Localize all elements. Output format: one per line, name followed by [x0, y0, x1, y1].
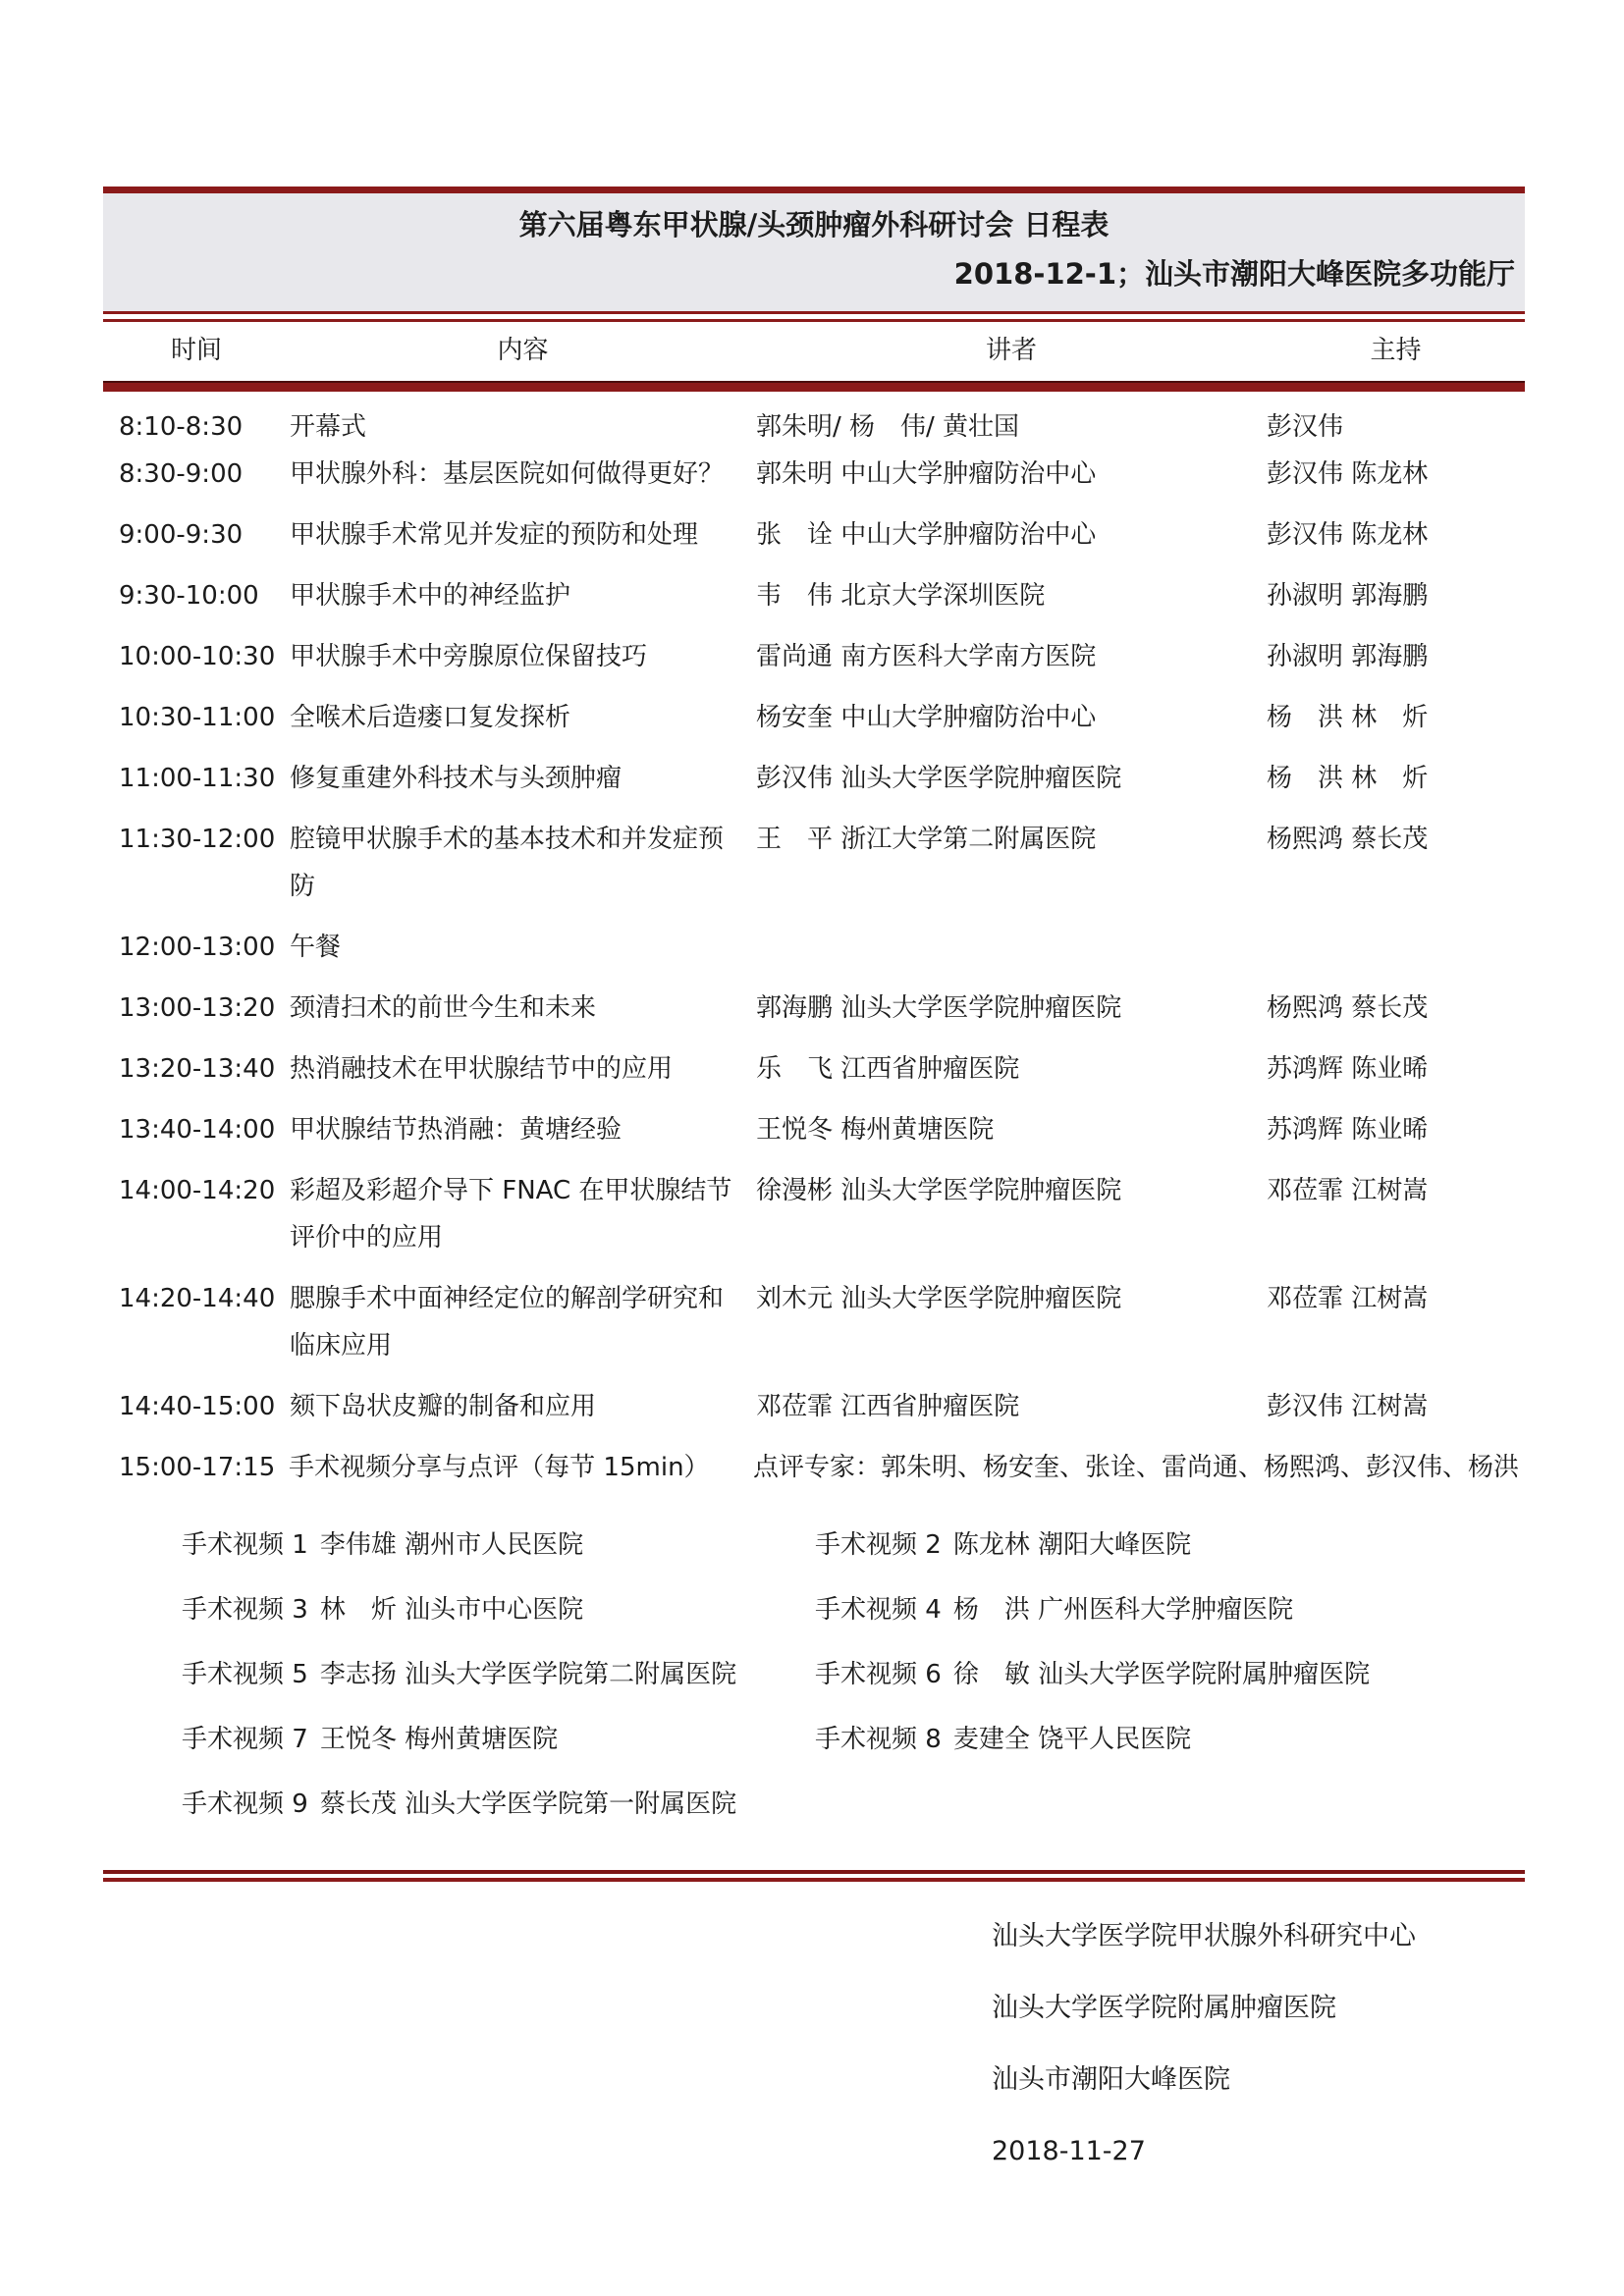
- table-row: [103, 985, 1525, 1032]
- header-top-rule: [103, 187, 1525, 193]
- table-row: [103, 1275, 1525, 1369]
- speaker-cell: 张 诠 中山大学肿瘤防治中心: [756, 520, 1097, 550]
- speaker-cell: 点评专家：郭朱明、杨安奎、张诠、雷尚通、杨熙鸿、彭汉伟、杨洪: [752, 1453, 1519, 1482]
- table-row: [103, 1444, 1525, 1491]
- video-item: [182, 1725, 815, 1754]
- content-cell: 腮腺手术中面神经定位的解剖学研究和临床应用: [290, 1284, 725, 1361]
- speaker-cell: 王悦冬 梅州黄塘医院: [756, 1115, 995, 1145]
- video-presenter: 蔡长茂 汕头大学医学院第一附属医院: [319, 1789, 737, 1819]
- document-footer: [103, 1921, 1525, 2167]
- speaker-cell: 乐 飞 江西省肿瘤医院: [756, 1054, 1020, 1084]
- speaker-cell: 雷尚通 南方医科大学南方医院: [756, 642, 1097, 671]
- footer-org-line: 汕头大学医学院甲状腺外科研究中心: [992, 1921, 1416, 1951]
- speaker-cell: 彭汉伟 汕头大学医学院肿瘤医院: [756, 764, 1122, 793]
- content-cell: 修复重建外科技术与头颈肿瘤: [290, 764, 623, 793]
- host-cell: 苏鸿辉 陈业晞: [1267, 1054, 1429, 1084]
- video-label: 手术视频 8: [815, 1725, 942, 1754]
- header-bottom-rule: [103, 311, 1525, 322]
- time-cell: 9:30-10:00: [119, 581, 259, 611]
- speaker-cell: 郭朱明/ 杨 伟/ 黄壮国: [756, 412, 1020, 442]
- video-label: 手术视频 4: [815, 1595, 942, 1625]
- speaker-cell: 郭海鹏 汕头大学医学院肿瘤医院: [756, 993, 1122, 1023]
- footer-date: 2018-11-27: [992, 2136, 1146, 2166]
- video-label: 手术视频 1: [182, 1530, 308, 1560]
- host-cell: 邓莅霏 江树嵩: [1267, 1284, 1429, 1313]
- content-cell: 午餐: [290, 933, 342, 962]
- video-label: 手术视频 7: [182, 1725, 308, 1754]
- host-cell: 杨 洪 林 炘: [1267, 703, 1429, 732]
- video-item: [815, 1530, 1525, 1560]
- time-cell: 13:00-13:20: [119, 993, 276, 1023]
- content-cell: 开幕式: [290, 412, 367, 442]
- table-row: [103, 694, 1525, 741]
- title-block: [103, 193, 1525, 311]
- host-cell: 彭汉伟 陈龙林: [1267, 459, 1429, 489]
- content-cell: 彩超及彩超介导下 FNAC 在甲状腺结节评价中的应用: [290, 1176, 732, 1253]
- table-row: [103, 451, 1525, 498]
- time-cell: 13:20-13:40: [119, 1054, 276, 1084]
- table-row: [103, 1045, 1525, 1093]
- table-row: [103, 511, 1525, 559]
- video-presenter: 李志扬 汕头大学医学院第二附属医院: [319, 1660, 737, 1689]
- content-cell: 甲状腺手术中旁腺原位保留技巧: [290, 642, 648, 671]
- video-label: 手术视频 9: [182, 1789, 308, 1819]
- table-row: [103, 633, 1525, 680]
- time-cell: 14:40-15:00: [119, 1392, 276, 1421]
- content-cell: 腔镜甲状腺手术的基本技术和并发症预防: [290, 825, 725, 901]
- host-cell: 杨熙鸿 蔡长茂: [1267, 993, 1429, 1023]
- time-cell: 12:00-13:00: [119, 933, 276, 962]
- video-label: 手术视频 6: [815, 1660, 942, 1689]
- table-row: [103, 1383, 1525, 1430]
- table-row: [103, 1167, 1525, 1261]
- host-cell: 杨熙鸿 蔡长茂: [1267, 825, 1429, 854]
- table-row: [103, 1106, 1525, 1153]
- host-cell: 彭汉伟: [1267, 412, 1344, 442]
- schedule-table: [103, 392, 1525, 1491]
- column-header-time: 时间: [170, 336, 222, 365]
- host-cell: 孙淑明 郭海鹏: [1267, 642, 1429, 671]
- speaker-cell: 刘木元 汕头大学医学院肿瘤医院: [756, 1284, 1122, 1313]
- content-cell: 甲状腺外科：基层医院如何做得更好？: [290, 459, 725, 489]
- table-row: [103, 755, 1525, 802]
- video-label: 手术视频 2: [815, 1530, 942, 1560]
- content-cell: 甲状腺手术常见并发症的预防和处理: [290, 520, 699, 550]
- video-item: [815, 1660, 1525, 1689]
- video-presenter: 李伟雄 潮州市人民医院: [319, 1530, 584, 1560]
- content-cell: 颏下岛状皮瓣的制备和应用: [290, 1392, 597, 1421]
- time-cell: 10:30-11:00: [119, 703, 276, 732]
- host-cell: 彭汉伟 陈龙林: [1267, 520, 1429, 550]
- video-item: [182, 1789, 815, 1819]
- video-presenter: 林 炘 汕头市中心医院: [319, 1595, 584, 1625]
- speaker-cell: 徐漫彬 汕头大学医学院肿瘤医院: [756, 1176, 1122, 1205]
- speaker-cell: 王 平 浙江大学第二附属医院: [756, 825, 1097, 854]
- time-cell: 11:30-12:00: [119, 825, 276, 854]
- video-item: [182, 1660, 815, 1689]
- video-label: 手术视频 3: [182, 1595, 308, 1625]
- footer-org-line: 汕头市潮阳大峰医院: [992, 2064, 1230, 2095]
- host-cell: 彭汉伟 江树嵩: [1267, 1392, 1429, 1421]
- content-cell: 热消融技术在甲状腺结节中的应用: [290, 1054, 674, 1084]
- video-item: [815, 1725, 1525, 1754]
- time-cell: 14:20-14:40: [119, 1284, 276, 1313]
- host-cell: 邓莅霏 江树嵩: [1267, 1176, 1429, 1205]
- column-header-content: 内容: [497, 336, 549, 365]
- schedule-document: [103, 187, 1525, 2208]
- video-presenter: 王悦冬 梅州黄塘医院: [319, 1725, 559, 1754]
- time-cell: 8:10-8:30: [119, 412, 244, 442]
- conference-date-venue: 2018-12-1；汕头市潮阳大峰医院多功能厅: [953, 257, 1515, 291]
- time-cell: 10:00-10:30: [119, 642, 276, 671]
- video-item: [182, 1595, 815, 1625]
- time-cell: 14:00-14:20: [119, 1176, 276, 1205]
- time-cell: 8:30-9:00: [119, 459, 244, 489]
- column-header-speaker: 讲者: [985, 336, 1037, 365]
- time-cell: 11:00-11:30: [119, 764, 276, 793]
- conference-title: 第六届粤东甲状腺/头颈肿瘤外科研讨会 日程表: [518, 208, 1110, 241]
- content-cell: 颈清扫术的前世今生和未来: [290, 993, 597, 1023]
- host-cell: 杨 洪 林 炘: [1267, 764, 1429, 793]
- speaker-cell: 杨安奎 中山大学肿瘤防治中心: [756, 703, 1097, 732]
- speaker-cell: 邓莅霏 江西省肿瘤医院: [756, 1392, 1020, 1421]
- time-cell: 9:00-9:30: [119, 520, 244, 550]
- video-item: [815, 1595, 1525, 1625]
- content-cell: 甲状腺手术中的神经监护: [290, 581, 571, 611]
- speaker-cell: 韦 伟 北京大学深圳医院: [756, 581, 1046, 611]
- video-presenter: 陈龙林 潮阳大峰医院: [952, 1530, 1192, 1560]
- video-item: [182, 1530, 815, 1560]
- surgical-video-list: [103, 1505, 1525, 1858]
- table-bottom-rule: [103, 1870, 1525, 1882]
- table-row: [103, 816, 1525, 910]
- video-presenter: 徐 敏 汕头大学医学院附属肿瘤医院: [952, 1660, 1371, 1689]
- video-presenter: 麦建全 饶平人民医院: [952, 1725, 1192, 1754]
- table-row: [103, 403, 1525, 451]
- footer-org-line: 汕头大学医学院附属肿瘤医院: [992, 1993, 1336, 2023]
- table-header-rule: [103, 381, 1525, 392]
- table-column-headers: [103, 322, 1525, 381]
- content-cell: 手术视频分享与点评（每节 15min）: [289, 1453, 710, 1482]
- video-label: 手术视频 5: [182, 1660, 308, 1689]
- time-cell: 15:00-17:15: [119, 1453, 276, 1482]
- host-cell: 孙淑明 郭海鹏: [1267, 581, 1429, 611]
- content-cell: 甲状腺结节热消融：黄塘经验: [290, 1115, 623, 1145]
- table-row: [103, 924, 1525, 971]
- table-row: [103, 572, 1525, 619]
- video-presenter: 杨 洪 广州医科大学肿瘤医院: [952, 1595, 1294, 1625]
- speaker-cell: 郭朱明 中山大学肿瘤防治中心: [756, 459, 1097, 489]
- host-cell: 苏鸿辉 陈业晞: [1267, 1115, 1429, 1145]
- time-cell: 13:40-14:00: [119, 1115, 276, 1145]
- content-cell: 全喉术后造瘘口复发探析: [290, 703, 571, 732]
- column-header-host: 主持: [1370, 336, 1422, 365]
